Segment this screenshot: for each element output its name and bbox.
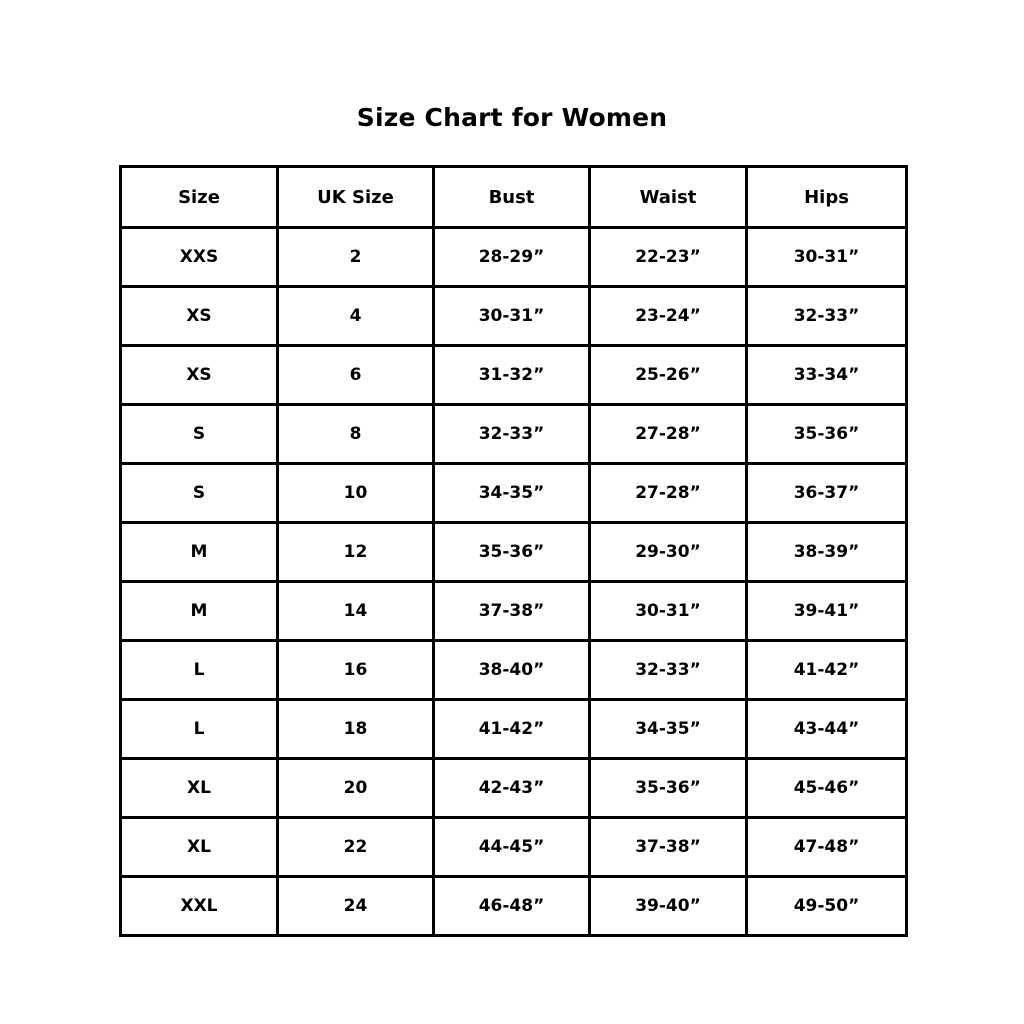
cell-waist: 35-36” <box>590 759 747 818</box>
cell-size: M <box>121 582 278 641</box>
column-header-uk-size: UK Size <box>278 167 434 228</box>
column-header-bust: Bust <box>434 167 590 228</box>
cell-bust: 46-48” <box>434 877 590 936</box>
cell-hips: 39-41” <box>747 582 907 641</box>
table-row <box>121 405 907 464</box>
cell-uk-size: 18 <box>278 700 434 759</box>
cell-size: S <box>121 464 278 523</box>
size-chart-table-wrapper <box>119 165 905 937</box>
cell-uk-size: 10 <box>278 464 434 523</box>
cell-uk-size: 22 <box>278 818 434 877</box>
cell-hips: 30-31” <box>747 228 907 287</box>
table-row <box>121 700 907 759</box>
cell-size: S <box>121 405 278 464</box>
table-header <box>121 167 907 228</box>
cell-bust: 28-29” <box>434 228 590 287</box>
table-row <box>121 464 907 523</box>
cell-hips: 32-33” <box>747 287 907 346</box>
cell-bust: 38-40” <box>434 641 590 700</box>
cell-bust: 35-36” <box>434 523 590 582</box>
cell-hips: 41-42” <box>747 641 907 700</box>
table-body <box>121 228 907 936</box>
cell-bust: 34-35” <box>434 464 590 523</box>
size-chart-table <box>119 165 908 937</box>
column-header-waist: Waist <box>590 167 747 228</box>
cell-waist: 39-40” <box>590 877 747 936</box>
cell-uk-size: 16 <box>278 641 434 700</box>
table-row <box>121 582 907 641</box>
cell-bust: 44-45” <box>434 818 590 877</box>
cell-hips: 36-37” <box>747 464 907 523</box>
cell-uk-size: 6 <box>278 346 434 405</box>
cell-size: XXS <box>121 228 278 287</box>
cell-waist: 22-23” <box>590 228 747 287</box>
page-title: Size Chart for Women <box>356 103 668 132</box>
table-row <box>121 287 907 346</box>
cell-bust: 32-33” <box>434 405 590 464</box>
cell-hips: 38-39” <box>747 523 907 582</box>
cell-bust: 37-38” <box>434 582 590 641</box>
cell-uk-size: 2 <box>278 228 434 287</box>
cell-size: XS <box>121 346 278 405</box>
cell-hips: 47-48” <box>747 818 907 877</box>
table-row <box>121 346 907 405</box>
cell-hips: 35-36” <box>747 405 907 464</box>
cell-hips: 45-46” <box>747 759 907 818</box>
cell-hips: 33-34” <box>747 346 907 405</box>
cell-hips: 43-44” <box>747 700 907 759</box>
cell-waist: 34-35” <box>590 700 747 759</box>
cell-uk-size: 14 <box>278 582 434 641</box>
table-row <box>121 877 907 936</box>
table-row <box>121 523 907 582</box>
table-row <box>121 641 907 700</box>
cell-waist: 27-28” <box>590 464 747 523</box>
cell-size: XS <box>121 287 278 346</box>
cell-waist: 37-38” <box>590 818 747 877</box>
table-header-row <box>121 167 907 228</box>
column-header-hips: Hips <box>747 167 907 228</box>
cell-waist: 29-30” <box>590 523 747 582</box>
cell-waist: 23-24” <box>590 287 747 346</box>
cell-size: XXL <box>121 877 278 936</box>
cell-uk-size: 12 <box>278 523 434 582</box>
cell-size: XL <box>121 759 278 818</box>
cell-waist: 25-26” <box>590 346 747 405</box>
cell-uk-size: 4 <box>278 287 434 346</box>
table-row <box>121 759 907 818</box>
cell-size: L <box>121 700 278 759</box>
cell-uk-size: 24 <box>278 877 434 936</box>
cell-bust: 31-32” <box>434 346 590 405</box>
cell-size: M <box>121 523 278 582</box>
table-row <box>121 818 907 877</box>
cell-bust: 41-42” <box>434 700 590 759</box>
cell-waist: 30-31” <box>590 582 747 641</box>
table-row <box>121 228 907 287</box>
cell-bust: 42-43” <box>434 759 590 818</box>
column-header-size: Size <box>121 167 278 228</box>
cell-size: XL <box>121 818 278 877</box>
cell-uk-size: 20 <box>278 759 434 818</box>
cell-size: L <box>121 641 278 700</box>
cell-uk-size: 8 <box>278 405 434 464</box>
cell-bust: 30-31” <box>434 287 590 346</box>
cell-waist: 27-28” <box>590 405 747 464</box>
cell-waist: 32-33” <box>590 641 747 700</box>
cell-hips: 49-50” <box>747 877 907 936</box>
